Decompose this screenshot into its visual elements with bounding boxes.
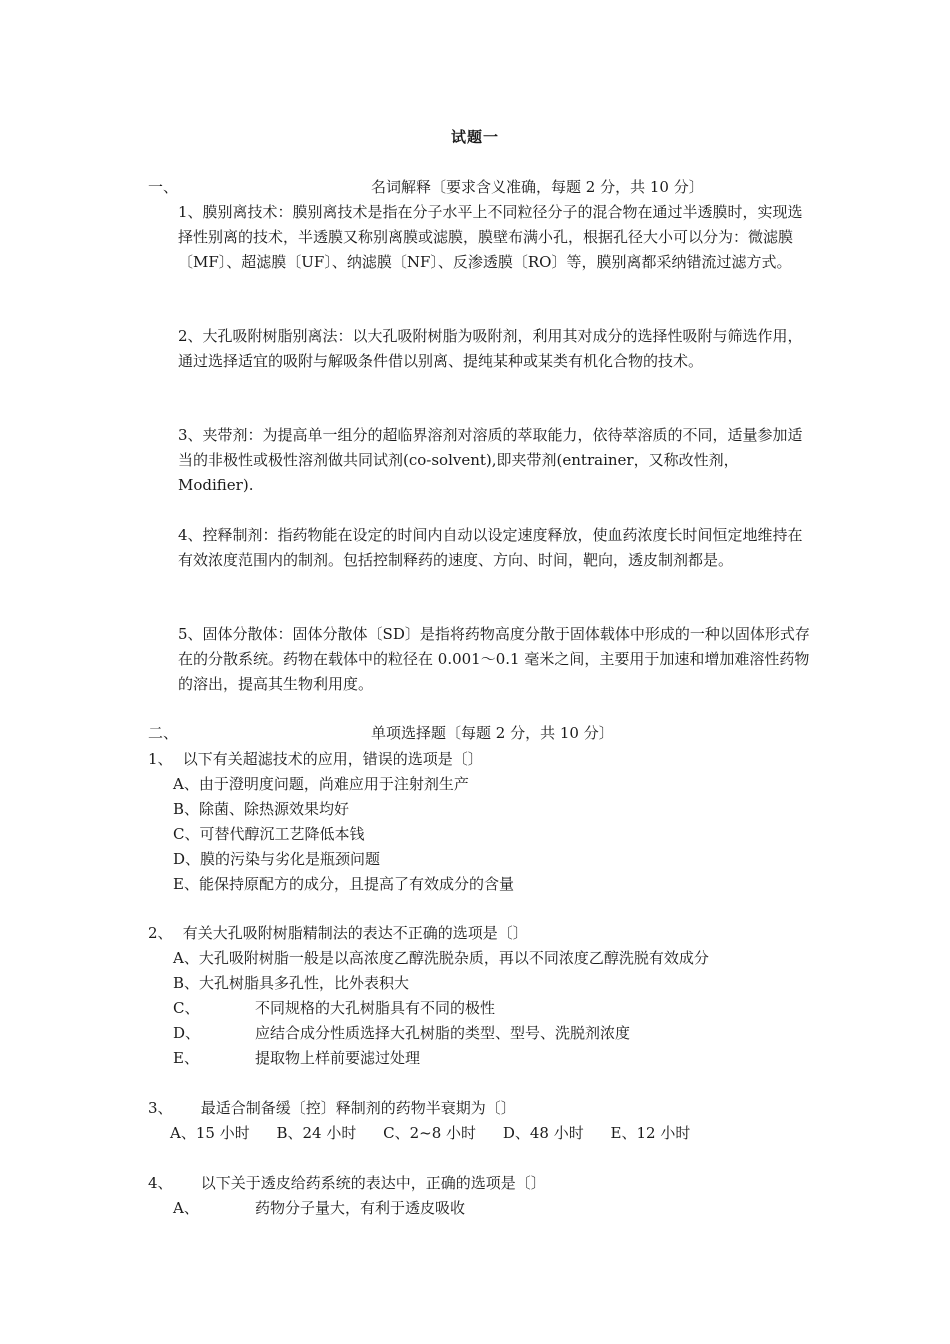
option <box>173 1197 823 1218</box>
definition-item: 5、固体分散体：固体分散体〔SD〕是指将药物高度分散于固体载体中形成的一种以固体形式存在的分散系统。药物在载体中的粒径在 0.001～0.1 毫米之间，主要用于加速和增加难溶性药物的溶出，提高其生物利用度。 <box>178 625 810 693</box>
inline-options <box>170 1122 712 1143</box>
page-title: 试题一 <box>450 128 499 146</box>
option: A、大孔吸附树脂一般是以高浓度乙醇洗脱杂质，再以不同浓度乙醇洗脱有效成分 <box>173 949 709 967</box>
question-number: 3、 <box>148 1099 173 1117</box>
option <box>173 997 823 1018</box>
option: B、大孔树脂具多孔性，比外表积大 <box>173 974 410 992</box>
section-number: 二、 <box>148 724 179 742</box>
section-1-heading <box>148 176 848 198</box>
definition-item: 4、控释制剂：指药物能在设定的时间内自动以设定速度释放，使血药浓度长时间恒定地维持在有效浓度范围内的制剂。包括控制释药的速度、方向、时间，靶向，透皮制剂都是。 <box>178 526 803 569</box>
option-letter: E、 <box>173 1049 199 1067</box>
question-number: 4、 <box>148 1174 173 1192</box>
question-2 <box>148 922 848 943</box>
option: D、48 小时 <box>502 1124 584 1142</box>
option-text: 药物分子量大，有利于透皮吸收 <box>255 1199 466 1217</box>
section-title: 单项选择题〔每题 2 分，共 10 分〕 <box>371 724 614 742</box>
question-text: 最适合制备缓〔控〕释制剂的药物半衰期为〔〕 <box>200 1099 516 1117</box>
definition-item: 2、大孔吸附树脂别离法：以大孔吸附树脂为吸附剂，利用其对成分的选择性吸附与筛选作用，通过选择适宜的吸附与解吸条件借以别离、提纯某种或某类有机化合物的技术。 <box>178 327 803 370</box>
question-text: 有关大孔吸附树脂精制法的表达不正确的选项是〔〕 <box>182 924 528 942</box>
option-letter: C、 <box>173 999 200 1017</box>
section-2-heading <box>148 722 848 744</box>
option: B、24 小时 <box>276 1124 357 1142</box>
option <box>173 1047 823 1068</box>
option: C、2~8 小时 <box>383 1124 477 1142</box>
option: D、膜的污染与劣化是瓶颈问题 <box>173 850 381 868</box>
option: B、除菌、除热源效果均好 <box>173 800 350 818</box>
question-3 <box>148 1097 848 1118</box>
question-text: 以下关于透皮给药系统的表达中，正确的选项是〔〕 <box>200 1174 546 1192</box>
option: A、15 小时 <box>170 1124 250 1142</box>
question-4 <box>148 1172 848 1193</box>
option: C、可替代醇沉工艺降低本钱 <box>173 825 365 843</box>
section-number: 一、 <box>148 178 179 196</box>
section-title: 名词解释〔要求含义准确，每题 2 分，共 10 分〕 <box>371 178 704 196</box>
question-text: 以下有关超滤技术的应用，错误的选项是〔〕 <box>182 750 483 768</box>
option: E、能保持原配方的成分，且提高了有效成分的含量 <box>173 875 514 893</box>
option: A、由于澄明度问题，尚难应用于注射剂生产 <box>173 775 469 793</box>
option-letter: D、 <box>173 1024 201 1042</box>
definition-item: 1、膜别离技术：膜别离技术是指在分子水平上不同粒径分子的混合物在通过半透膜时，实现选择性别离的技术，半透膜又称别离膜或滤膜，膜壁布满小孔，根据孔径大小可以分为：微滤膜〔MF〕、超滤膜〔UF〕、纳滤膜〔NF〕、反渗透膜〔RO〕等，膜别离都采纳错流过滤方式。 <box>178 203 803 271</box>
definition-item: 3、夹带剂：为提高单一组分的超临界溶剂对溶质的萃取能力，依待萃溶质的不同，适量参加适当的非极性或极性溶剂做共同试剂(co-solvent),即夹带剂(entrainer，又称改性剂，Modifier). <box>178 426 803 494</box>
option-letter: A、 <box>173 1199 199 1217</box>
option <box>173 1022 823 1043</box>
question-number: 2、 <box>148 924 173 942</box>
option: E、12 小时 <box>610 1124 691 1142</box>
option-text: 提取物上样前要滤过处理 <box>255 1049 421 1067</box>
question-number: 1、 <box>148 750 173 768</box>
question-1 <box>148 748 848 769</box>
option-text: 应结合成分性质选择大孔树脂的类型、型号、洗脱剂浓度 <box>255 1024 631 1042</box>
option-text: 不同规格的大孔树脂具有不同的极性 <box>255 999 496 1017</box>
